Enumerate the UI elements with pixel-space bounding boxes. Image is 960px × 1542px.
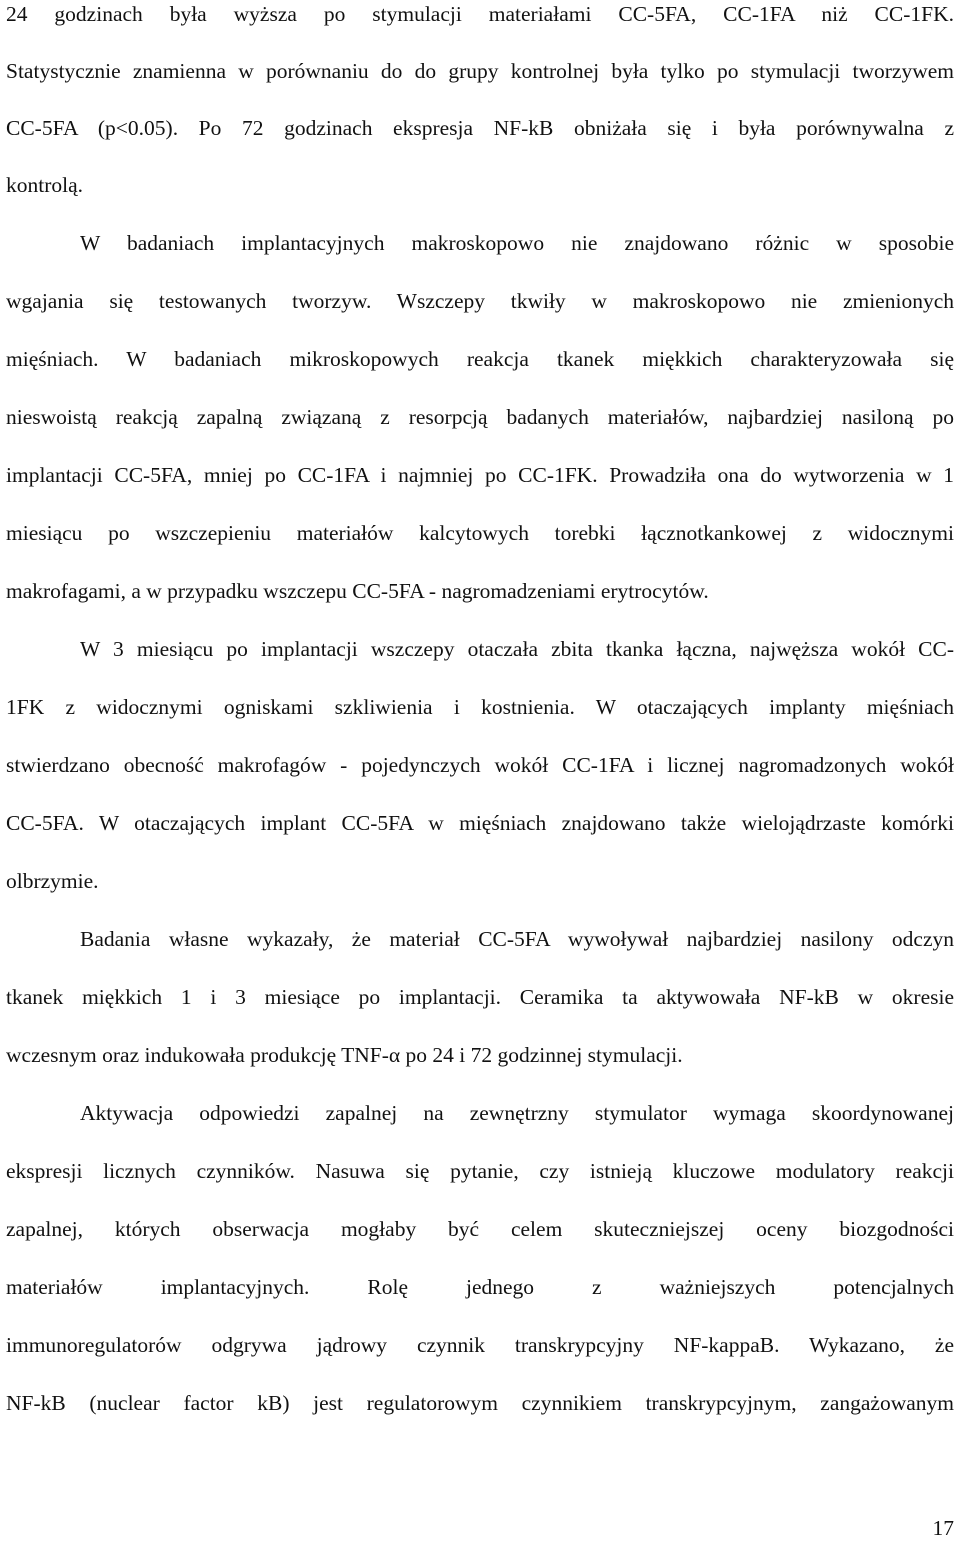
text-line: materiałów implantacyjnych. Rolę jednego z ważniejszych potencjalnych <box>6 1275 954 1299</box>
text-line: wczesnym oraz indukowała produkcję TNF-α po 24 i 72 godzinnej stymulacji. <box>6 1043 683 1067</box>
text-line: W badaniach implantacyjnych makroskopowo nie znajdowano różnic w sposobie <box>80 231 954 255</box>
text-line: Statystycznie znamienna w porównaniu do do grupy kontrolnej była tylko po stymulacji tworzywem <box>6 59 954 83</box>
text-line: 24 godzinach była wyższa po stymulacji materiałami CC-5FA, CC-1FA niż CC-1FK. <box>6 2 954 26</box>
text-line: CC-5FA. W otaczających implant CC-5FA w mięśniach znajdowano także wielojądrzaste komórki <box>6 811 954 835</box>
text-line: Badania własne wykazały, że materiał CC-5FA wywoływał najbardziej nasilony odczyn <box>80 927 954 951</box>
text-line: ekspresji licznych czynników. Nasuwa się pytanie, czy istnieją kluczowe modulatory reakcji <box>6 1159 954 1183</box>
text-line: tkanek miękkich 1 i 3 miesiące po implantacji. Ceramika ta aktywowała NF-kB w okresie <box>6 985 954 1009</box>
text-line: olbrzymie. <box>6 869 99 893</box>
text-line: implantacji CC-5FA, mniej po CC-1FA i najmniej po CC-1FK. Prowadziła ona do wytworzenia w 1 <box>6 463 954 487</box>
text-line: immunoregulatorów odgrywa jądrowy czynnik transkrypcyjny NF-kappaB. Wykazano, że <box>6 1333 954 1357</box>
text-line: CC-5FA (p<0.05). Po 72 godzinach ekspresja NF-kB obniżała się i była porównywalna z <box>6 116 954 140</box>
text-line: miesiącu po wszczepieniu materiałów kalcytowych torebki łącznotkankowej z widocznymi <box>6 521 954 545</box>
text-line: kontrolą. <box>6 173 84 197</box>
text-line: nieswoistą reakcją zapalną związaną z resorpcją badanych materiałów, najbardziej nasiloną po <box>6 405 954 429</box>
text-line: wgajania się testowanych tworzyw. Wszczepy tkwiły w makroskopowo nie zmienionych <box>6 289 954 313</box>
text-line: zapalnej, których obserwacja mogłaby być celem skuteczniejszej oceny biozgodności <box>6 1217 954 1241</box>
text-line: mięśniach. W badaniach mikroskopowych reakcja tkanek miękkich charakteryzowała się <box>6 347 954 371</box>
text-line: NF-kB (nuclear factor kB) jest regulatorowym czynnikiem transkrypcyjnym, zangażowanym <box>6 1391 954 1415</box>
text-line: Aktywacja odpowiedzi zapalnej na zewnętrzny stymulator wymaga skoordynowanej <box>80 1101 954 1125</box>
page-number: 17 <box>932 1516 954 1540</box>
text-line: makrofagami, a w przypadku wszczepu CC-5FA - nagromadzeniami erytrocytów. <box>6 579 709 603</box>
text-line: stwierdzano obecność makrofagów - pojedynczych wokół CC-1FA i licznej nagromadzonych wokół <box>6 753 954 777</box>
text-line: W 3 miesiącu po implantacji wszczepy otaczała zbita tkanka łączna, najwęższa wokół CC- <box>80 637 954 661</box>
text-line: 1FK z widocznymi ogniskami szkliwienia i kostnienia. W otaczających implanty mięśniach <box>6 695 954 719</box>
